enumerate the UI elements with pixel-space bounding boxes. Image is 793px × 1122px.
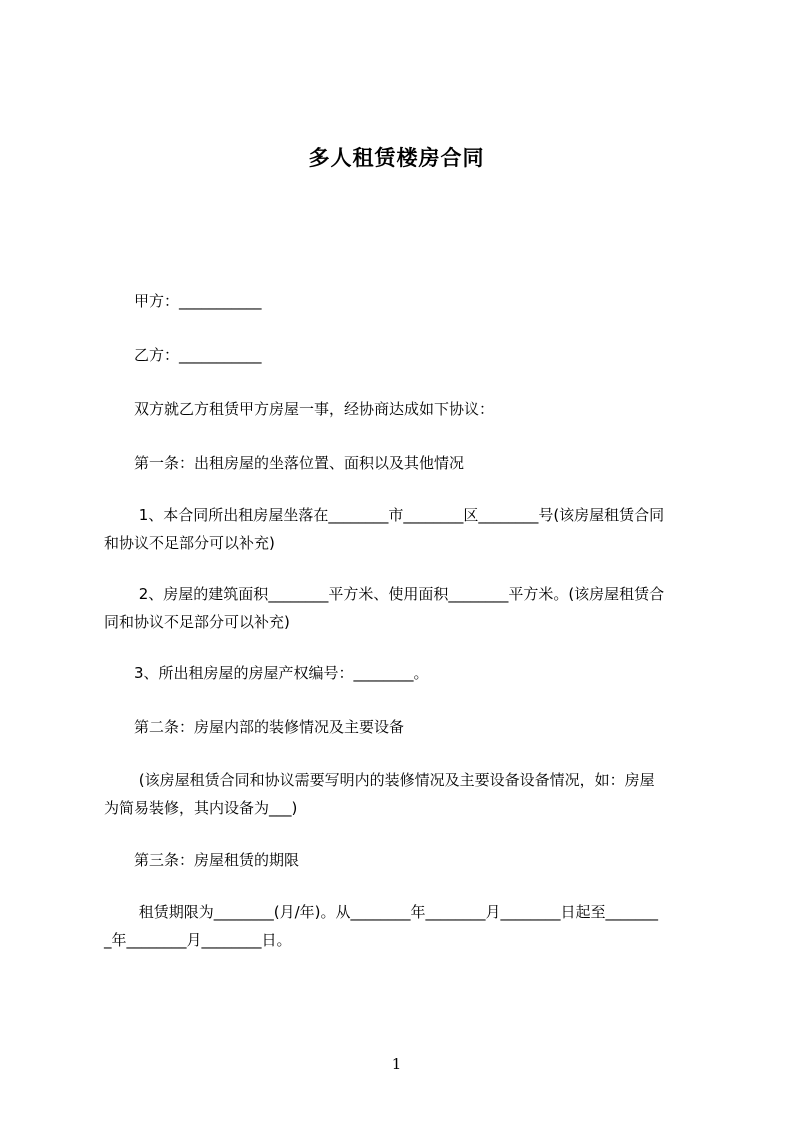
article-1-item-2-line-2: 同和协议不足部分可以补充) — [104, 613, 290, 631]
intro-paragraph: 双方就乙方租赁甲方房屋一事，经协商达成如下协议： — [104, 400, 495, 418]
article-1-item-1-line-1: 1、本合同所出租房屋坐落在________市________区________号(该房屋租赁合同 — [104, 506, 665, 524]
article-3-heading: 第三条：房屋租赁的期限 — [104, 851, 300, 869]
article-2-body-line-1: (该房屋租赁合同和协议需要写明内的装修情况及主要设备设备情况，如：房屋 — [104, 771, 655, 789]
article-1-item-1-line-2: 和协议不足部分可以补充) — [104, 534, 275, 552]
article-1-item-3: 3、所出租房屋的房屋产权编号：________。 — [104, 664, 429, 682]
article-2-heading: 第二条：房屋内部的装修情况及主要设备 — [104, 718, 405, 736]
article-3-body-line-2: _年________月________日。 — [104, 931, 292, 949]
article-3-body-line-1: 租赁期限为________(月/年)。从________年________月________日起至_______ — [104, 903, 659, 921]
party-a-line: 甲方：___________ — [104, 292, 262, 310]
article-1-item-2-line-1: 2、房屋的建筑面积________平方米、使用面积________平方米。(该房屋租赁合 — [104, 585, 665, 603]
document-title: 多人租赁楼房合同 — [308, 146, 485, 170]
party-b-line: 乙方：___________ — [104, 346, 262, 364]
article-1-heading: 第一条：出租房屋的坐落位置、面积以及其他情况 — [104, 454, 465, 472]
article-2-body-line-2: 为简易装修，其内设备为___) — [104, 799, 298, 817]
page-number: 1 — [391, 1055, 402, 1073]
